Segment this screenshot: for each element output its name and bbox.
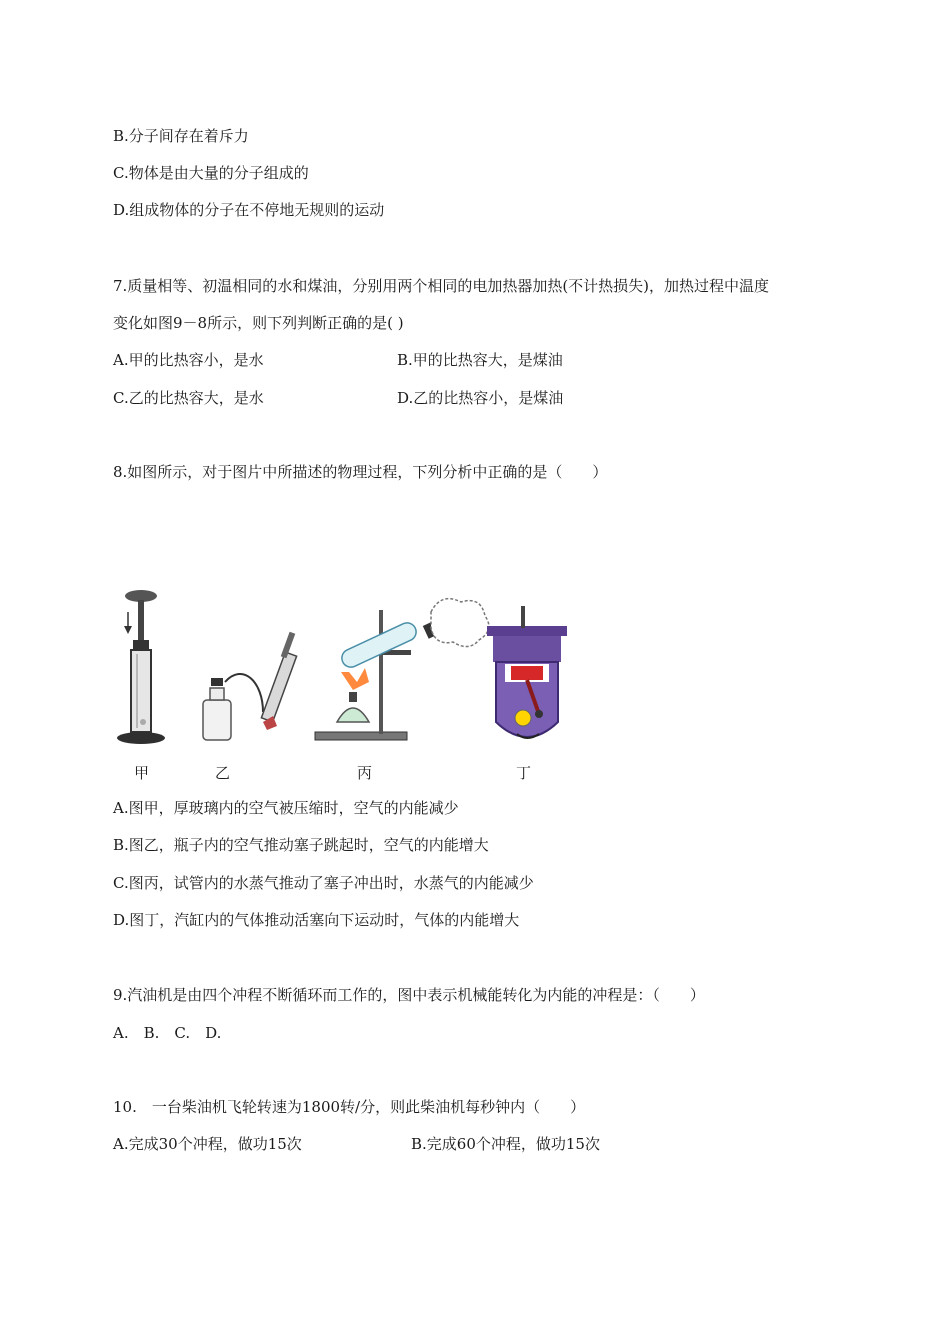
q9-stem: 9.汽油机是由四个冲程不断循环而工作的，图中表示机械能转化为内能的冲程是：（ ） [113, 986, 705, 1004]
bottle-pump-illustration [203, 632, 297, 740]
q7-option-b: B.甲的比热容大，是煤油 [397, 351, 563, 369]
q8-stem: 8.如图所示，对于图片中所描述的物理过程，下列分析中正确的是（ ） [113, 463, 608, 481]
figure-label-jia: 甲 [134, 764, 150, 782]
q10-option-a: A.完成30个冲程，做功15次 [113, 1135, 302, 1153]
figure-label-yi: 乙 [215, 764, 231, 782]
q8-option-a: A.图甲，厚玻璃内的空气被压缩时，空气的内能减少 [113, 799, 459, 817]
q8-option-d: D.图丁，汽缸内的气体推动活塞向下运动时，气体的内能增大 [113, 911, 520, 929]
q8-option-c: C.图丙，试管内的水蒸气推动了塞子冲出时，水蒸气的内能减少 [113, 874, 534, 892]
q6-option-d: D.组成物体的分子在不停地无规则的运动 [113, 201, 385, 219]
figure-label-bing: 丙 [357, 764, 373, 782]
q10-stem: 10. 一台柴油机飞轮转速为1800转/分，则此柴油机每秒钟内（ ） [113, 1098, 586, 1116]
compression-tube-illustration [117, 590, 165, 744]
q9-options: A. B. C. D. [113, 1024, 222, 1042]
q7-stem-line2: 变化如图9－8所示，则下列判断正确的是( ) [113, 314, 404, 332]
q6-option-b: B.分子间存在着斥力 [113, 127, 249, 145]
q8-option-b: B.图乙，瓶子内的空气推动塞子跳起时，空气的内能增大 [113, 836, 489, 854]
q10-option-b: B.完成60个冲程，做功15次 [411, 1135, 600, 1153]
q7-stem-line1: 7.质量相等、初温相同的水和煤油，分别用两个相同的电加热器加热(不计热损失)，加热过程中温度 [113, 277, 770, 295]
test-tube-heating-illustration [315, 599, 489, 740]
q8-figure [113, 582, 633, 782]
engine-cylinder-illustration [487, 606, 567, 738]
figure-label-ding: 丁 [516, 764, 532, 782]
q7-option-c: C.乙的比热容大，是水 [113, 389, 264, 407]
q7-option-a: A.甲的比热容小，是水 [113, 351, 264, 369]
q6-option-c: C.物体是由大量的分子组成的 [113, 164, 309, 182]
q7-option-d: D.乙的比热容小，是煤油 [397, 389, 564, 407]
